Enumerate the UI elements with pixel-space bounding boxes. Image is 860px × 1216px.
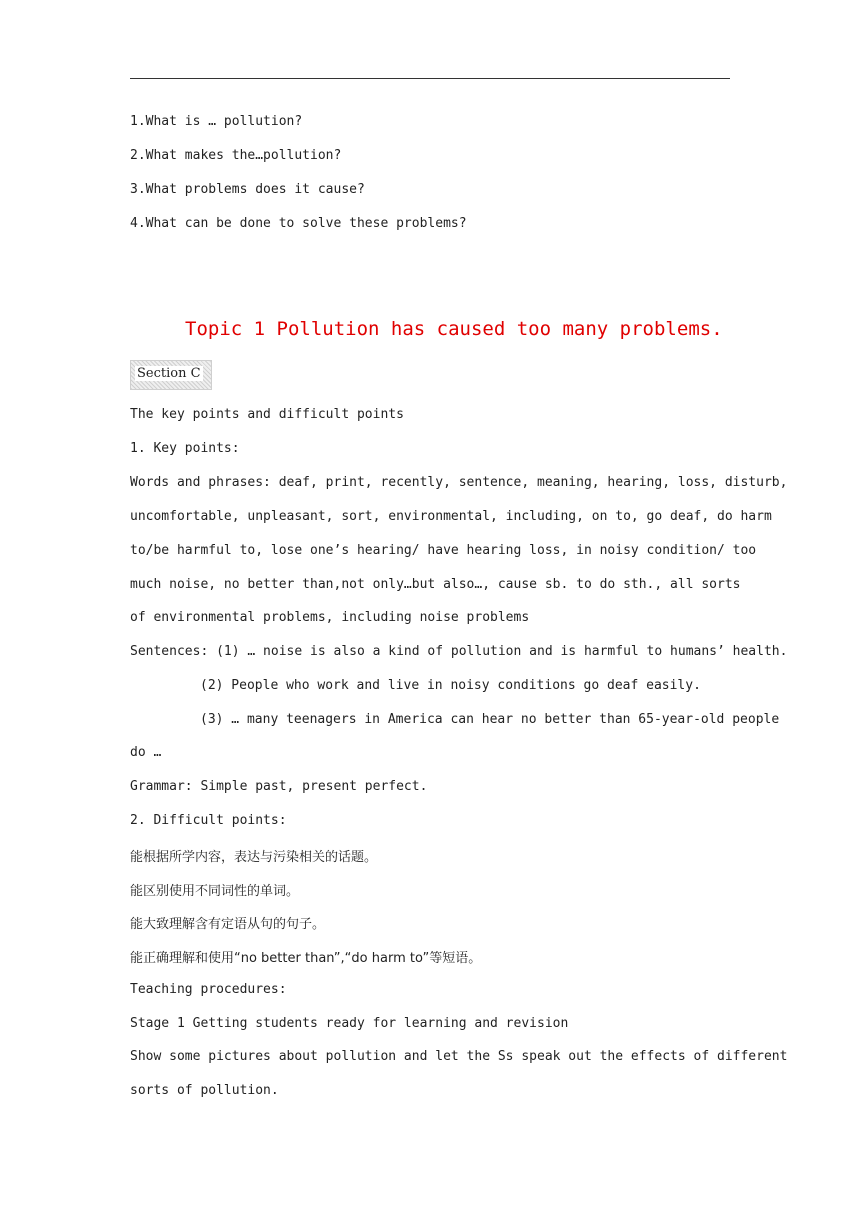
stage-1-title: Stage 1 Getting students ready for learning and revision: [130, 1016, 569, 1031]
sentence-2: (2) People who work and live in noisy conditions go deaf easily.: [200, 678, 701, 693]
words-line-1: Words and phrases: deaf, print, recently, sentence, meaning, hearing, loss, disturb,: [130, 475, 788, 490]
difficult-point-1: 能根据所学内容，表达与污染相关的话题。: [130, 850, 378, 865]
sentence-3-cont: do …: [130, 745, 162, 760]
words-line-4: much noise, no better than,not only…but also…, cause sb. to do sth., all sorts: [130, 577, 741, 592]
stage-1-desc-2: sorts of pollution.: [130, 1083, 279, 1098]
sentence-3: (3) … many teenagers in America can hear no better than 65-year-old people: [200, 712, 780, 727]
key-points-heading: The key points and difficult points: [130, 407, 404, 422]
header-rule: [130, 78, 730, 79]
difficult-point-4: 能正确理解和使用“no better than”,“do harm to”等短语。: [130, 951, 482, 966]
question-3: 3.What problems does it cause?: [130, 182, 365, 197]
question-2: 2.What makes the…pollution?: [130, 148, 342, 163]
procedures-label: Teaching procedures:: [130, 982, 287, 997]
section-label: Section C: [137, 366, 201, 381]
section-label-box: [130, 360, 212, 390]
topic-title: Topic 1 Pollution has caused too many problems.: [185, 318, 723, 340]
key-points-label: 1. Key points:: [130, 441, 240, 456]
grammar: Grammar: Simple past, present perfect.: [130, 779, 428, 794]
words-line-5: of environmental problems, including noise problems: [130, 610, 530, 625]
sentence-1: Sentences: (1) … noise is also a kind of pollution and is harmful to humans’ health.: [130, 644, 788, 659]
question-1: 1.What is … pollution?: [130, 114, 303, 129]
difficult-point-3: 能大致理解含有定语从句的句子。: [130, 917, 326, 932]
words-line-2: uncomfortable, unpleasant, sort, environmental, including, on to, go deaf, do harm: [130, 509, 772, 524]
difficult-point-2: 能区别使用不同词性的单词。: [130, 884, 300, 899]
stage-1-desc-1: Show some pictures about pollution and let the Ss speak out the effects of different: [130, 1049, 788, 1064]
question-4: 4.What can be done to solve these problems?: [130, 216, 467, 231]
difficult-points-label: 2. Difficult points:: [130, 813, 287, 828]
words-line-3: to/be harmful to, lose one’s hearing/ have hearing loss, in noisy condition/ too: [130, 543, 757, 558]
